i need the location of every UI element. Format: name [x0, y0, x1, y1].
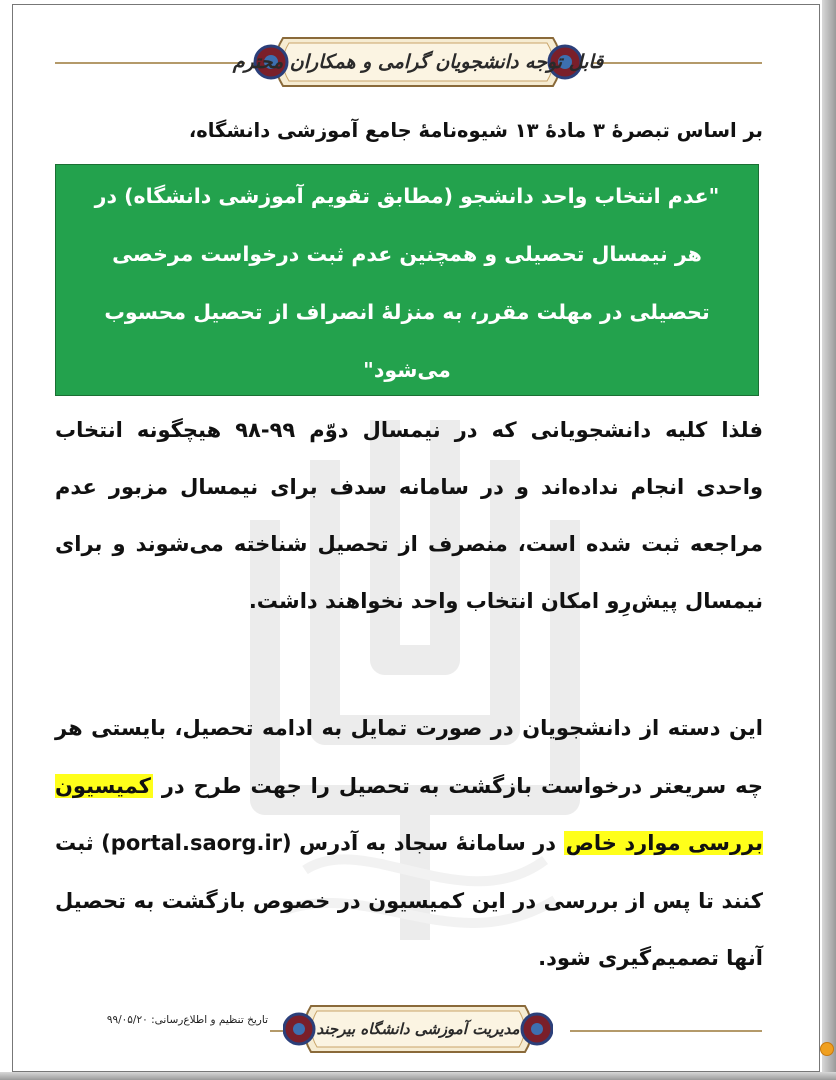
- intro-line: بر اساس تبصرهٔ ۳ مادهٔ ۱۳ شیوه‌نامهٔ جامع آموزشی دانشگاه،: [188, 119, 763, 142]
- bottom-scroll-shadow: [0, 1072, 836, 1080]
- rule-quote-box: "عدم انتخاب واحد دانشجو (مطابق تقویم آموزشی دانشگاه) در هر نیمسال تحصیلی و همچنین عدم ثبت درخواست مرخصی تحصیلی در مهلت مقرر، به منزلهٔ انصراف از تحصیل محسوب می‌شود": [55, 164, 759, 396]
- paragraph-return-request: [55, 700, 763, 988]
- footer-banner: [283, 1000, 553, 1058]
- header-banner-text: قابل توجه دانشجویان گرامی و همکاران محترم: [232, 51, 604, 73]
- header-rule-left: [55, 62, 245, 64]
- publish-date: تاریخ تنظیم و اطلاع‌رسانی: ۹۹/۰۵/۲۰: [106, 1014, 268, 1026]
- highlighted-commission-name: کمیسیون بررسی موارد خاص: [55, 773, 763, 855]
- header-rule-right: [592, 62, 762, 64]
- notification-icon[interactable]: [820, 1042, 834, 1056]
- footer-rule-right: [570, 1030, 762, 1032]
- header-banner: [232, 32, 604, 92]
- paragraph-withdrawal-notice: فلذا کلیه دانشجویانی که در نیمسال دوّم ۹۹-۹۸ هیچگونه انتخاب واحدی انجام نداده‌اند و در سامانه سدف برای نیمسال مزبور عدم مراجعه ثبت شده است، منصرف از تحصیل شناخته می‌شوند و برای نیمسال پیش‌رِو امکان انتخاب واحد نخواهند داشت.: [55, 418, 764, 613]
- footer-banner-text: مدیریت آموزشی دانشگاه بیرجند: [316, 1020, 520, 1038]
- paragraph-return-part2: در سامانهٔ سجاد به آدرس (portal.saorg.ir) ثبت کنند تا پس از بررسی در این کمیسیون در خصوص بازگشت به تحصیل آنها تصمیم‌گیری شود.: [55, 831, 763, 970]
- right-scroll-shadow: [822, 0, 836, 1080]
- paragraph-return-part1: این دسته از دانشجویان در صورت تمایل به ادامه تحصیل، بایستی هر چه سریعتر درخواست بازگشت به تحصیل را جهت طرح در: [55, 716, 763, 798]
